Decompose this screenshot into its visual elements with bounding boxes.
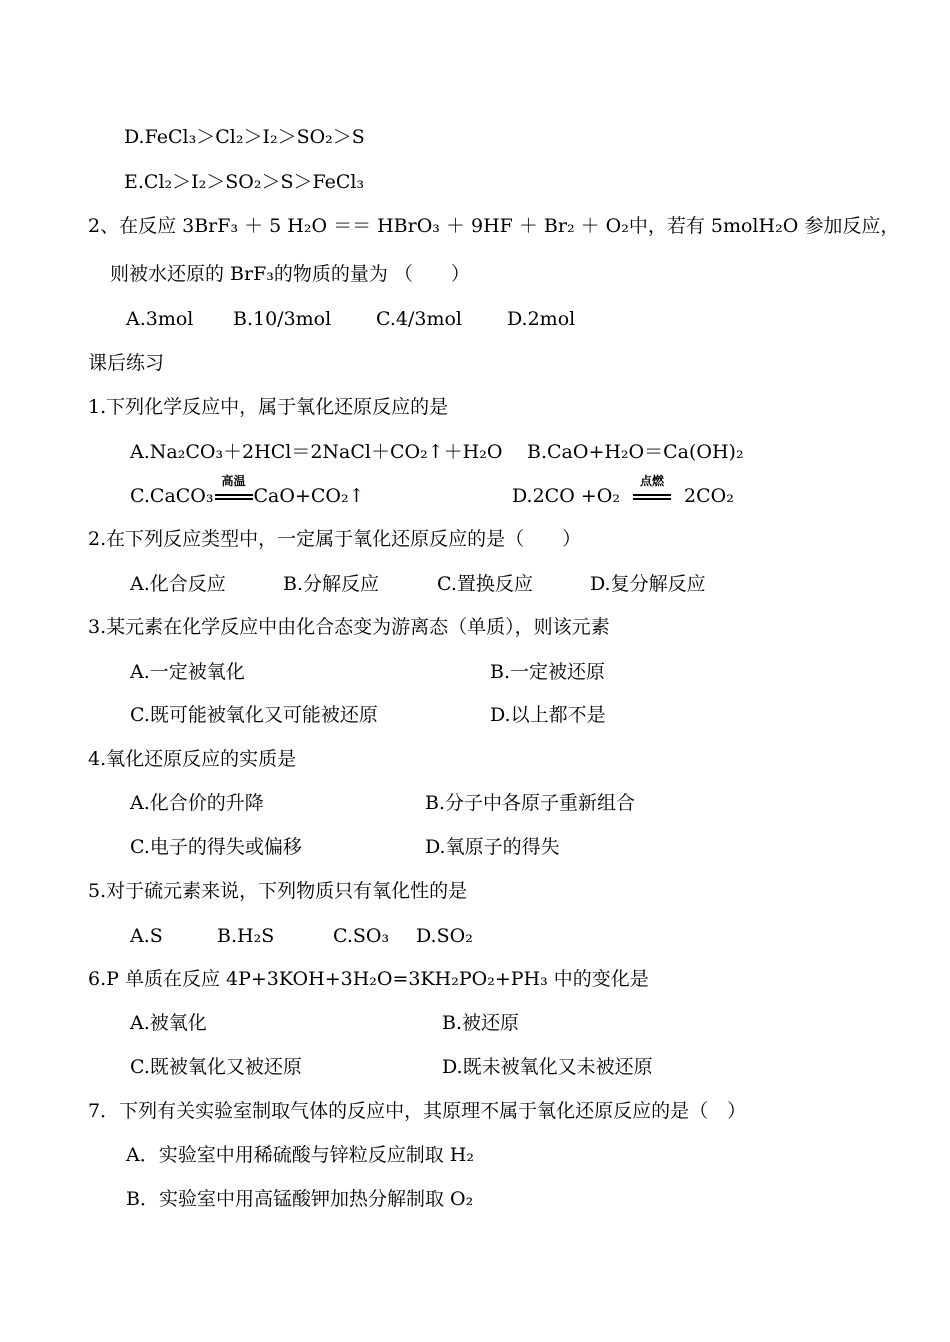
q4-option-d: D.氧原子的得失 bbox=[425, 836, 560, 858]
condition-label-high-temp: 高温 bbox=[221, 474, 246, 488]
section-title: 课后练习 bbox=[88, 352, 165, 374]
option-e-top: E.Cl₂＞I₂＞SO₂＞S＞FeCl₃ bbox=[124, 171, 365, 193]
q2-option-c: C.4/3mol bbox=[376, 308, 463, 330]
q5-option-d: D.SO₂ bbox=[416, 925, 473, 947]
q6-option-b: B.被还原 bbox=[442, 1012, 520, 1034]
q3-stem: 3.某元素在化学反应中由化合态变为游离态（单质），则该元素 bbox=[88, 616, 610, 638]
condition-label-ignite: 点燃 bbox=[639, 474, 664, 488]
q5-option-a: A.S bbox=[130, 925, 163, 947]
q4-option-a: A.化合价的升降 bbox=[130, 792, 264, 814]
q7-option-a: A．实验室中用稀硫酸与锌粒反应制取 H₂ bbox=[126, 1144, 474, 1166]
q2s-option-b: B.分解反应 bbox=[283, 573, 380, 595]
q2-option-a: A.3mol bbox=[126, 308, 194, 330]
reaction-condition-arrow bbox=[214, 474, 254, 508]
reaction-condition-arrow bbox=[632, 474, 672, 508]
q1-option-b: B.CaO+H₂O＝Ca(OH)₂ bbox=[527, 441, 744, 463]
q2-option-b: B.10/3mol bbox=[233, 308, 332, 330]
q2-option-d: D.2mol bbox=[507, 308, 576, 330]
q5-option-b: B.H₂S bbox=[217, 925, 275, 947]
q3-option-d: D.以上都不是 bbox=[490, 704, 606, 726]
q7-option-b: B．实验室中用高锰酸钾加热分解制取 O₂ bbox=[126, 1188, 474, 1210]
q3-option-b: B.一定被还原 bbox=[490, 661, 606, 683]
q5-stem: 5.对于硫元素来说，下列物质只有氧化性的是 bbox=[88, 880, 468, 902]
q2-stem-line1: 2、在反应 3BrF₃ ＋ 5 H₂O ＝＝ HBrO₃ ＋ 9HF ＋ Br₂ ＋ O₂中，若有 5molH₂O 参加反应， bbox=[88, 215, 900, 237]
q4-stem: 4.氧化还原反应的实质是 bbox=[88, 748, 297, 770]
q6-option-d: D.既未被氧化又未被还原 bbox=[442, 1056, 653, 1078]
q1-option-d-reactant: D.2CO +O₂ bbox=[512, 485, 620, 507]
option-d-top: D.FeCl₃＞Cl₂＞I₂＞SO₂＞S bbox=[124, 126, 365, 148]
q1-option-d bbox=[512, 474, 734, 508]
q6-stem: 6.P 单质在反应 4P+3KOH+3H₂O=3KH₂PO₂+PH₃ 中的变化是 bbox=[88, 968, 649, 990]
q2-stem-line2: 则被水还原的 BrF₃的物质的量为 （ ） bbox=[110, 263, 470, 285]
q4-option-c: C.电子的得失或偏移 bbox=[130, 836, 302, 858]
q6-option-a: A.被氧化 bbox=[130, 1012, 207, 1034]
q1-option-a: A.Na₂CO₃＋2HCl＝2NaCl＋CO₂↑＋H₂O bbox=[130, 441, 503, 463]
q1-option-c-product: CaO+CO₂↑ bbox=[253, 485, 365, 507]
q2s-option-c: C.置换反应 bbox=[437, 573, 533, 595]
q4-option-b: B.分子中各原子重新组合 bbox=[425, 792, 636, 814]
q6-option-c: C.既被氧化又被还原 bbox=[130, 1056, 302, 1078]
q3-option-c: C.既可能被氧化又可能被还原 bbox=[130, 704, 378, 726]
q1-option-c-reactant: C.CaCO₃ bbox=[130, 485, 214, 507]
q2s-option-d: D.复分解反应 bbox=[590, 573, 706, 595]
q5-option-c: C.SO₃ bbox=[333, 925, 390, 947]
q3-option-a: A.一定被氧化 bbox=[130, 661, 245, 683]
q2s-option-a: A.化合反应 bbox=[130, 573, 226, 595]
q1-option-d-product: 2CO₂ bbox=[684, 485, 734, 507]
q1-option-c bbox=[130, 474, 365, 508]
q7-stem: 7．下列有关实验室制取气体的反应中，其原理不属于氧化还原反应的是（ ） bbox=[88, 1100, 747, 1122]
q2-section-stem: 2.在下列反应类型中，一定属于氧化还原反应的是（ ） bbox=[88, 528, 582, 550]
q1-stem: 1.下列化学反应中，属于氧化还原反应的是 bbox=[88, 396, 449, 418]
